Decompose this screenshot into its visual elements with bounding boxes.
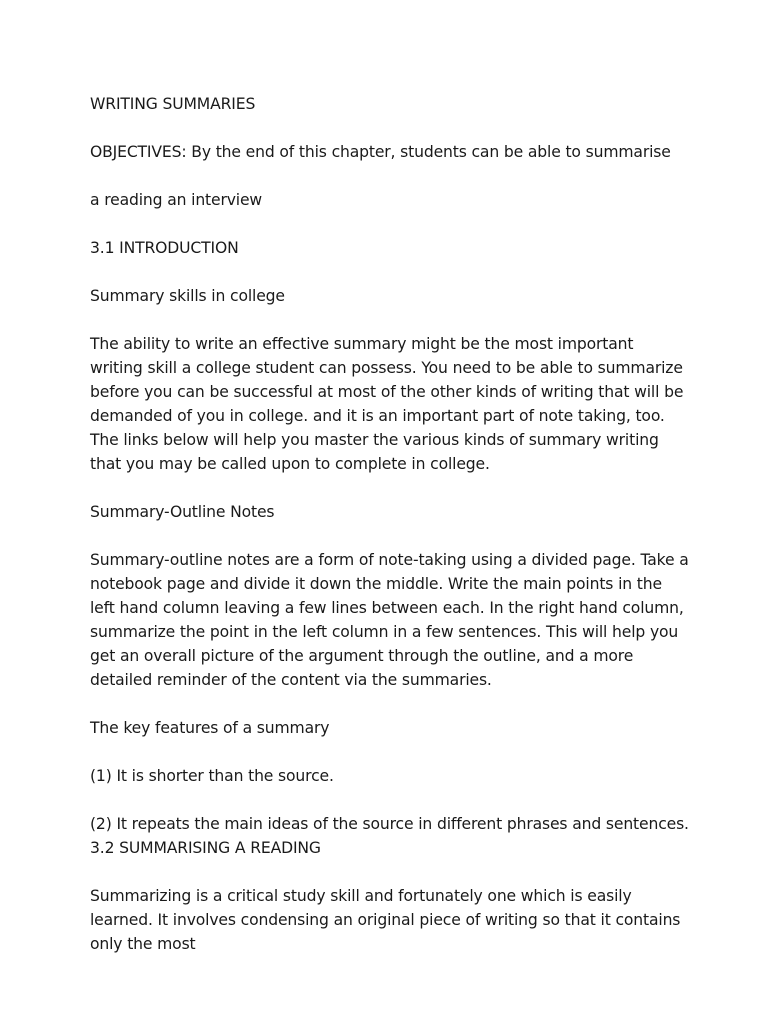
feature-item-2: (2) It repeats the main ideas of the source in different phrases and sentences.: [90, 815, 689, 833]
paragraph-summarising: Summarizing is a critical study skill and fortunately one which is easily learned. It involves condensing an original piece of writing so that it contains only the most: [90, 887, 681, 953]
subheading-summary-skills: Summary skills in college: [90, 287, 285, 305]
paragraph-summary-skills: The ability to write an effective summary might be the most important writing skill a college student can possess. You need to be able to summarize before you can be successful at most of the other kinds of writing that will be demanded of you in college. and it is an important part of note taking, too. The links below will help you master the various kinds of summary writing that you may be called upon to complete in college.: [90, 335, 684, 473]
objective-items: a reading an interview: [90, 191, 263, 209]
document-body: [90, 92, 690, 980]
paragraph-summary-outline-notes: Summary-outline notes are a form of note-taking using a divided page. Take a notebook page and divide it down the middle. Write the main points in the left hand column leaving a few lines between each. In the right hand column, summarize the point in the left column in a few sentences. This will help you get an overall picture of the argument through the outline, and a more detailed reminder of the content via the summaries.: [90, 551, 689, 689]
section-heading-summarising-reading: 3.2 SUMMARISING A READING: [90, 839, 321, 857]
subheading-summary-outline-notes: Summary-Outline Notes: [90, 503, 275, 521]
subheading-key-features: The key features of a summary: [90, 719, 330, 737]
section-heading-introduction: 3.1 INTRODUCTION: [90, 239, 239, 257]
feature-item-1: (1) It is shorter than the source.: [90, 767, 334, 785]
document-title: WRITING SUMMARIES: [90, 95, 256, 113]
objectives-text: OBJECTIVES: By the end of this chapter, students can be able to summarise: [90, 143, 671, 161]
